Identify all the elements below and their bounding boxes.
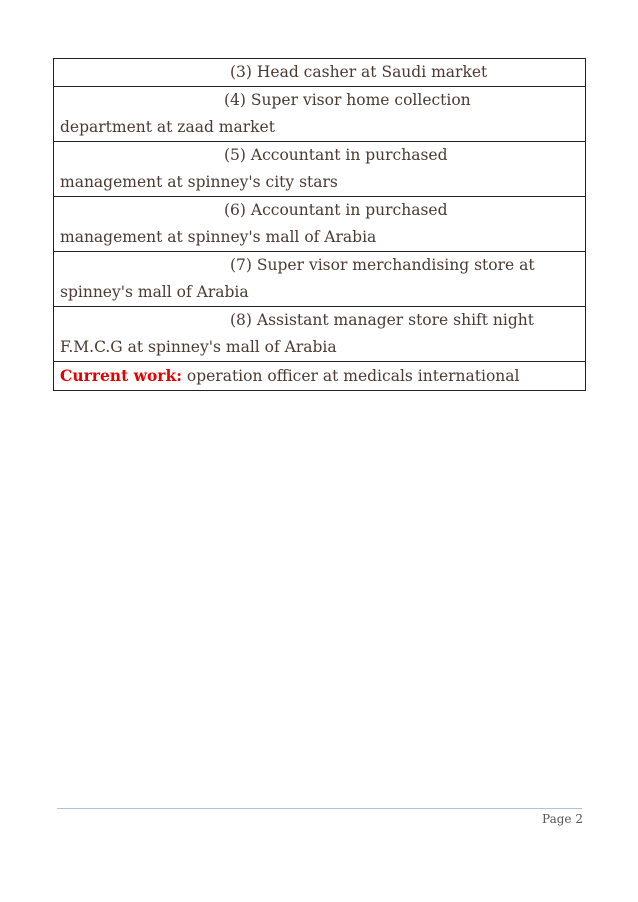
- experience-number: (3): [230, 63, 252, 81]
- experience-detail: F.M.C.G at spinney's mall of Arabia: [60, 338, 337, 356]
- experience-cell: [54, 142, 586, 197]
- experience-detail: department at zaad market: [60, 118, 275, 136]
- experience-title: Head casher at Saudi market: [256, 63, 488, 81]
- current-work-cell: [54, 362, 586, 391]
- current-work-value: operation officer at medicals international: [186, 367, 520, 385]
- experience-row-3: [54, 59, 586, 87]
- experience-cell: [54, 59, 586, 87]
- page-number: [542, 812, 583, 826]
- experience-title: Assistant manager store shift night: [256, 311, 535, 329]
- experience-detail: spinney's mall of Arabia: [60, 283, 249, 301]
- experience-detail: management at spinney's city stars: [60, 173, 338, 191]
- experience-row-7: [54, 252, 586, 307]
- experience-cell: [54, 252, 586, 307]
- experience-detail: management at spinney's mall of Arabia: [60, 228, 377, 246]
- footer-divider: [57, 808, 582, 809]
- experience-number: (5): [224, 146, 246, 164]
- experience-title: Accountant in purchased: [250, 146, 448, 164]
- experience-number: (4): [224, 91, 246, 109]
- experience-cell: [54, 197, 586, 252]
- experience-row-8: [54, 307, 586, 362]
- experience-cell: [54, 87, 586, 142]
- experience-number: (6): [224, 201, 246, 219]
- experience-row-4: [54, 87, 586, 142]
- experience-row-6: [54, 197, 586, 252]
- experience-title: Accountant in purchased: [250, 201, 448, 219]
- current-work-label: Current work:: [60, 366, 182, 385]
- experience-title: Super visor home collection: [250, 91, 471, 109]
- page-label: Page: [542, 812, 572, 826]
- experience-title: Super visor merchandising store at: [256, 256, 535, 274]
- experience-cell: [54, 307, 586, 362]
- page-number-value: 2: [575, 812, 583, 826]
- current-work-row: [54, 362, 586, 391]
- experience-table: [53, 58, 586, 391]
- experience-number: (8): [230, 311, 252, 329]
- experience-row-5: [54, 142, 586, 197]
- experience-number: (7): [230, 256, 252, 274]
